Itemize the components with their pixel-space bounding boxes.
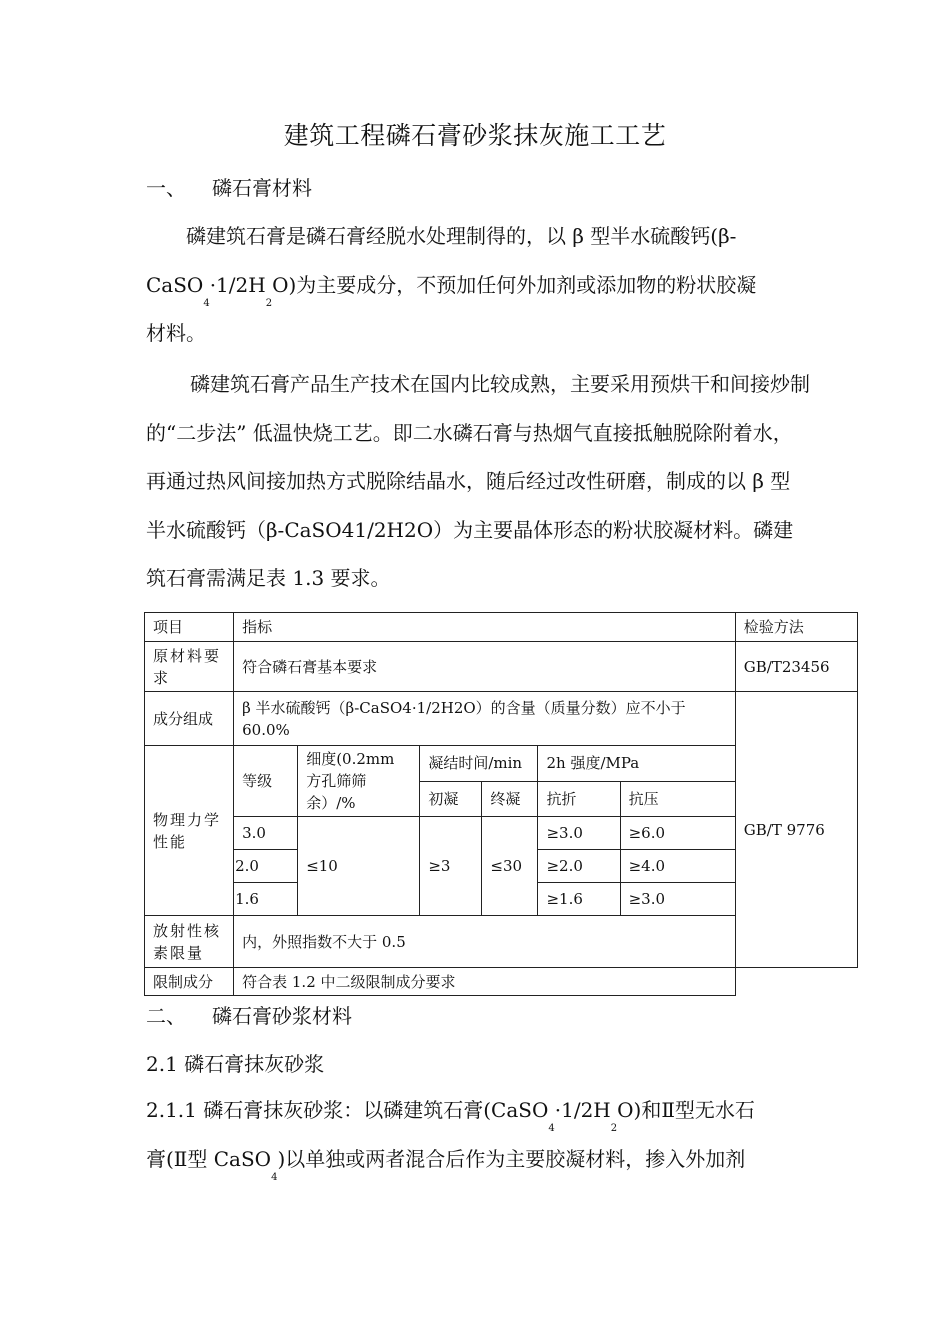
- subscript: 2: [265, 297, 273, 309]
- text-part: )以单独或两者混合后作为主要胶凝材料，掺入外加剂: [277, 1146, 746, 1171]
- formula-part: ·1/2H: [209, 272, 266, 297]
- table-row: [145, 968, 858, 996]
- flexural-header: 抗折: [538, 781, 620, 817]
- composition-value: β 半水硫酸钙（β-CaSO4·1/2H2O）的含量（质量分数）应不小于 60.0%: [234, 692, 736, 746]
- text-part: 膏(Ⅱ型 CaSO: [146, 1146, 272, 1171]
- text-part: ·1/2H: [554, 1098, 611, 1122]
- formula-part: O)为主要成分，不预加任何外加剂或添加物的粉状胶凝: [272, 272, 757, 297]
- flexural-cell: ≥2.0: [538, 850, 620, 883]
- paragraph-1-line-1: 磷建筑石膏是磷石膏经脱水处理制得的，以 β 型半水硫酸钙(β-: [186, 224, 737, 248]
- section-heading-2: [146, 1000, 352, 1029]
- compressive-header: 抗压: [620, 781, 735, 817]
- limit-label: 限制成分: [145, 968, 234, 996]
- composition-label: 成分组成: [145, 692, 234, 746]
- text-part: O)和Ⅱ型无水石: [617, 1098, 755, 1122]
- radioactivity-label: 放射性核素限量: [145, 916, 234, 968]
- fineness-value: ≤10: [298, 817, 420, 916]
- subscript: 4: [548, 1123, 555, 1134]
- setting-time-header: 凝结时间/min: [420, 746, 538, 782]
- section-heading-1: [146, 172, 312, 201]
- final-set-value: ≤30: [482, 817, 538, 916]
- paragraph-3-line-2: [146, 1135, 810, 1184]
- text-part: 2.1.1 磷石膏抹灰砂浆：以磷建筑石膏(CaSO: [146, 1098, 549, 1122]
- header-index: 指标: [234, 613, 736, 642]
- fineness-header: 细度(0.2mm 方孔筛筛余）/%: [298, 746, 420, 817]
- header-method: 检验方法: [735, 613, 857, 642]
- radioactivity-value: 内，外照指数不大于 0.5: [234, 916, 736, 968]
- grade-cell: 1.6: [234, 883, 298, 916]
- grade-cell: 3.0: [234, 817, 298, 850]
- physical-label: 物理力学性能: [145, 746, 234, 916]
- limit-value: 符合表 1.2 中二级限制成分要求: [234, 968, 736, 996]
- compressive-cell: ≥6.0: [620, 817, 735, 850]
- raw-material-value: 符合磷石膏基本要求: [234, 642, 736, 692]
- physical-method: GB/T 9776: [735, 692, 857, 968]
- subscript: 2: [610, 1123, 618, 1134]
- table-row: [145, 692, 858, 746]
- initial-set-value: ≥3: [420, 817, 482, 916]
- compressive-cell: ≥3.0: [620, 883, 735, 916]
- spec-table: [144, 612, 858, 996]
- paragraph-1-line-2: [146, 261, 810, 310]
- flexural-cell: ≥3.0: [538, 817, 620, 850]
- subscript: 4: [203, 297, 210, 309]
- subscript: 4: [271, 1171, 278, 1183]
- flexural-cell: ≥1.6: [538, 883, 620, 916]
- header-item: 项目: [145, 613, 234, 642]
- raw-material-label: 原材料要求: [145, 642, 234, 692]
- paragraph-2: 磷建筑石膏产品生产技术在国内比较成熟，主要采用预烘干和间接炒制的“二步法” 低温快烧工艺。即二水磷石膏与热烟气直接抵触脱除附着水，再通过热风间接加热方式脱除结晶水，随后经过改性研磨，制成的以 β 型半水硫酸钙（β-CaSO41/2H2O）为主要晶体形态的粉状胶凝材料。磷建筑石膏需满足表 1.3 要求。: [146, 372, 810, 590]
- section-number: 二、: [146, 1004, 186, 1028]
- final-set-header: 终凝: [482, 781, 538, 817]
- section-label: 磷石膏材料: [212, 176, 312, 200]
- table-row: [145, 642, 858, 692]
- section-label: 磷石膏砂浆材料: [212, 1004, 352, 1028]
- paragraph-1-line-3: 材料。: [146, 321, 206, 345]
- section-number: 一、: [146, 176, 186, 200]
- paragraph-3-line-1: [146, 1086, 810, 1135]
- strength-header: 2h 强度/MPa: [538, 746, 735, 782]
- grade-cell: 2.0: [234, 850, 298, 883]
- grade-header: 等级: [234, 746, 298, 817]
- paragraph-3: [146, 1086, 810, 1183]
- formula-part: CaSO: [146, 272, 204, 297]
- raw-material-method: GB/T23456: [735, 642, 857, 692]
- paragraph-1: [146, 212, 810, 358]
- initial-set-header: 初凝: [420, 781, 482, 817]
- subsection-heading: 2.1 磷石膏抹灰砂浆: [146, 1052, 325, 1076]
- compressive-cell: ≥4.0: [620, 850, 735, 883]
- page-title: 建筑工程磷石膏砂浆抹灰施工工艺: [283, 121, 667, 150]
- table-header-row: [145, 613, 858, 642]
